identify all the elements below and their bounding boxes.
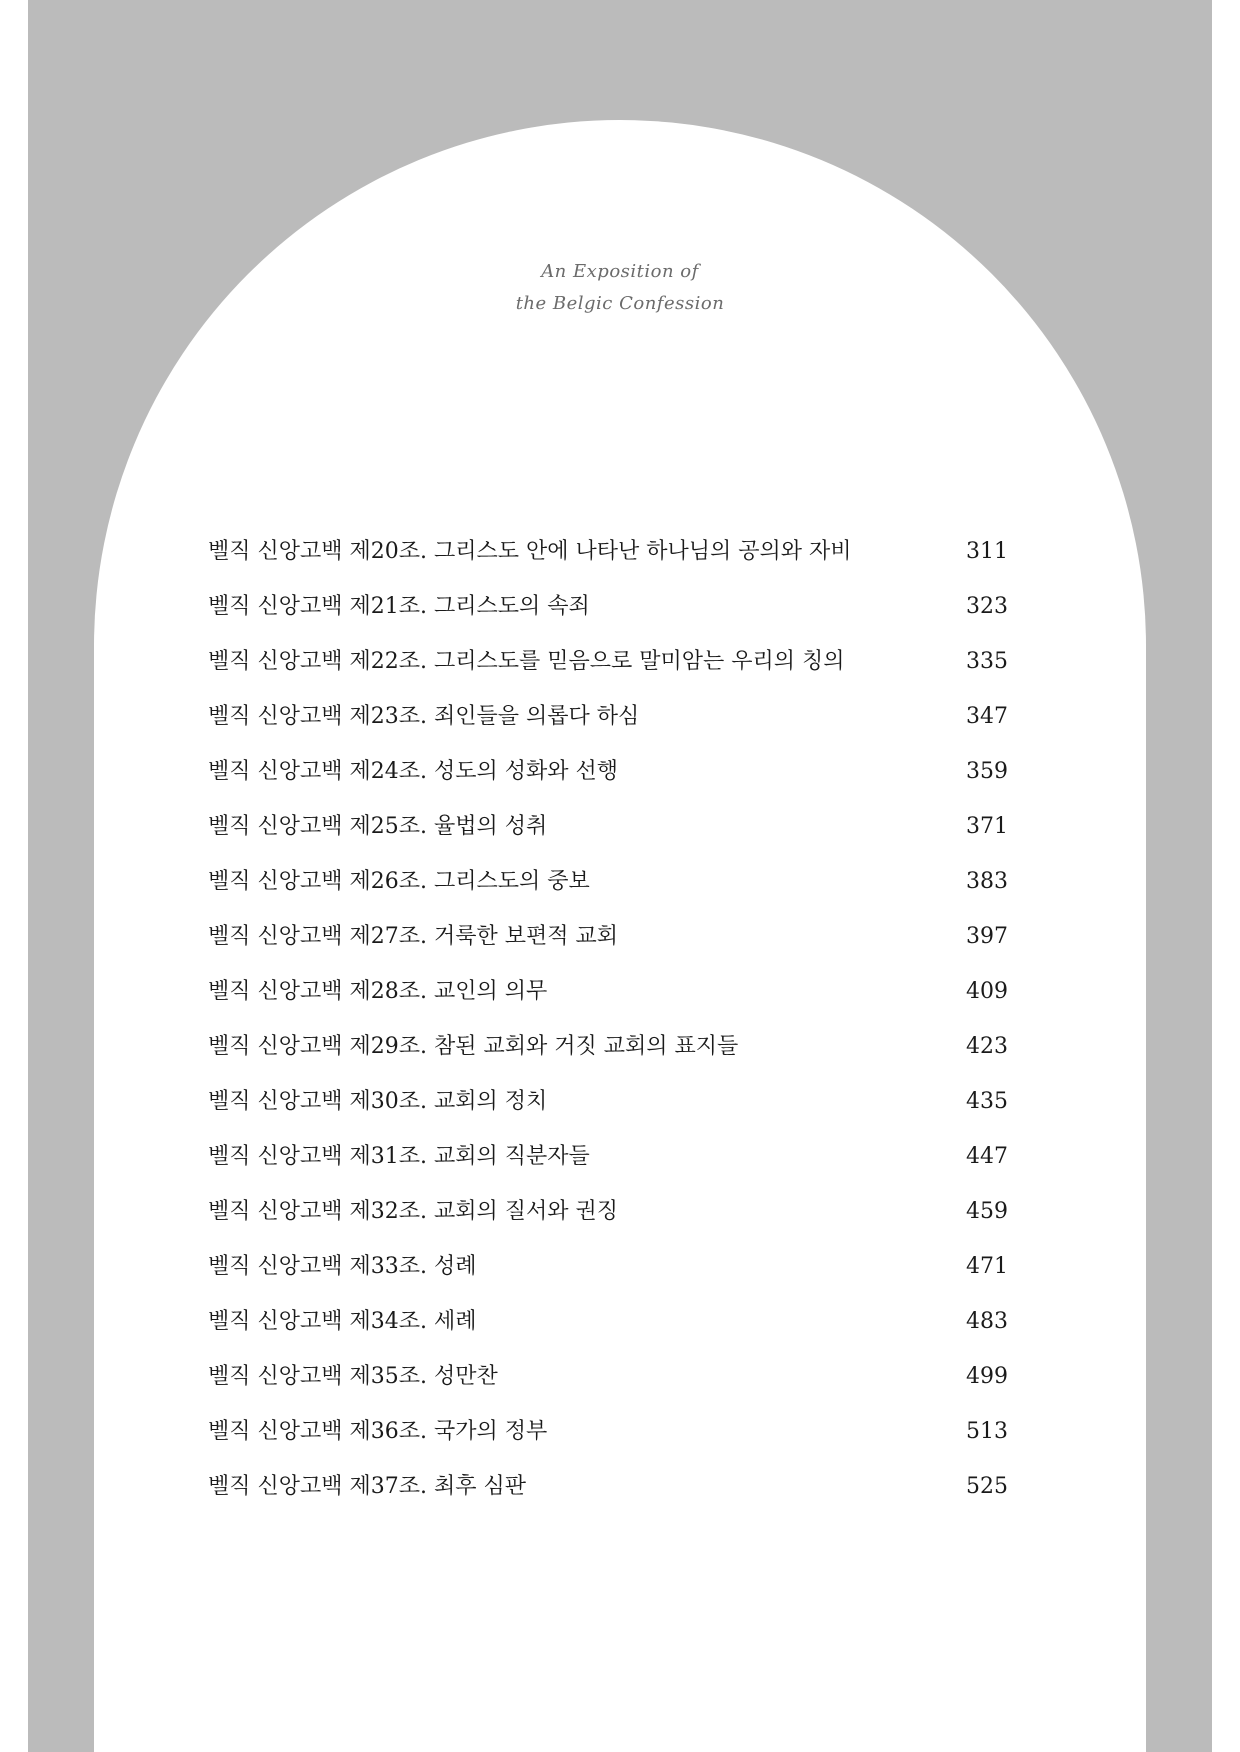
toc-entry-page: 435 <box>966 1089 1008 1114</box>
toc-entry-title: 벨직 신앙고백 제32조. 교회의 질서와 권징 <box>208 1199 618 1224</box>
toc-entry-page: 471 <box>966 1254 1008 1279</box>
toc-entry[interactable] <box>208 1029 1008 1084</box>
toc-entry-title: 벨직 신앙고백 제33조. 성례 <box>208 1254 477 1279</box>
toc-entry[interactable] <box>208 1414 1008 1469</box>
toc-entry[interactable] <box>208 809 1008 864</box>
toc-entry-page: 397 <box>966 924 1008 949</box>
toc-entry-title: 벨직 신앙고백 제22조. 그리스도를 믿음으로 말미암는 우리의 칭의 <box>208 649 845 674</box>
toc-entry[interactable] <box>208 1304 1008 1359</box>
toc-entry-page: 499 <box>966 1364 1008 1389</box>
toc-entry-title: 벨직 신앙고백 제21조. 그리스도의 속죄 <box>208 594 590 619</box>
toc-entry-page: 513 <box>966 1419 1008 1444</box>
toc-entry-title: 벨직 신앙고백 제37조. 최후 심판 <box>208 1474 526 1499</box>
toc-entry-page: 347 <box>966 704 1008 729</box>
toc-entry-page: 335 <box>966 649 1008 674</box>
toc-entry-title: 벨직 신앙고백 제36조. 국가의 정부 <box>208 1419 548 1444</box>
toc-entry[interactable] <box>208 754 1008 809</box>
toc-entry-title: 벨직 신앙고백 제26조. 그리스도의 중보 <box>208 869 590 894</box>
table-of-contents <box>208 534 1008 1524</box>
toc-entry-title: 벨직 신앙고백 제20조. 그리스도 안에 나타난 하나님의 공의와 자비 <box>208 539 852 564</box>
toc-entry[interactable] <box>208 644 1008 699</box>
toc-entry[interactable] <box>208 919 1008 974</box>
toc-entry-page: 383 <box>966 869 1008 894</box>
toc-entry-page: 311 <box>966 539 1008 564</box>
toc-entry-title: 벨직 신앙고백 제28조. 교인의 의무 <box>208 979 548 1004</box>
toc-entry-page: 423 <box>966 1034 1008 1059</box>
toc-entry[interactable] <box>208 534 1008 589</box>
toc-entry[interactable] <box>208 864 1008 919</box>
toc-entry[interactable] <box>208 1249 1008 1304</box>
toc-entry-page: 359 <box>966 759 1008 784</box>
toc-entry-page: 323 <box>966 594 1008 619</box>
toc-entry-title: 벨직 신앙고백 제35조. 성만찬 <box>208 1364 498 1389</box>
toc-entry-page: 525 <box>966 1474 1008 1499</box>
book-running-title <box>0 256 1240 320</box>
toc-entry[interactable] <box>208 1469 1008 1524</box>
toc-entry-page: 447 <box>966 1144 1008 1169</box>
toc-entry-title: 벨직 신앙고백 제27조. 거룩한 보편적 교회 <box>208 924 618 949</box>
toc-entry-title: 벨직 신앙고백 제31조. 교회의 직분자들 <box>208 1144 590 1169</box>
toc-entry-page: 371 <box>966 814 1008 839</box>
toc-entry[interactable] <box>208 1139 1008 1194</box>
toc-entry-title: 벨직 신앙고백 제34조. 세례 <box>208 1309 477 1334</box>
toc-entry[interactable] <box>208 699 1008 754</box>
running-title-line-1: An Exposition of <box>541 261 699 282</box>
toc-entry-page: 409 <box>966 979 1008 1004</box>
toc-entry[interactable] <box>208 1359 1008 1414</box>
toc-entry-title: 벨직 신앙고백 제24조. 성도의 성화와 선행 <box>208 759 618 784</box>
running-title-line-2: the Belgic Confession <box>515 293 725 314</box>
toc-entry-page: 483 <box>966 1309 1008 1334</box>
toc-entry-title: 벨직 신앙고백 제23조. 죄인들을 의롭다 하심 <box>208 704 640 729</box>
toc-entry[interactable] <box>208 589 1008 644</box>
toc-entry-title: 벨직 신앙고백 제29조. 참된 교회와 거짓 교회의 표지들 <box>208 1034 739 1059</box>
toc-entry[interactable] <box>208 1084 1008 1139</box>
toc-entry-title: 벨직 신앙고백 제25조. 율법의 성취 <box>208 814 548 839</box>
toc-entry[interactable] <box>208 1194 1008 1249</box>
toc-entry-page: 459 <box>966 1199 1008 1224</box>
toc-entry[interactable] <box>208 974 1008 1029</box>
toc-entry-title: 벨직 신앙고백 제30조. 교회의 정치 <box>208 1089 548 1114</box>
